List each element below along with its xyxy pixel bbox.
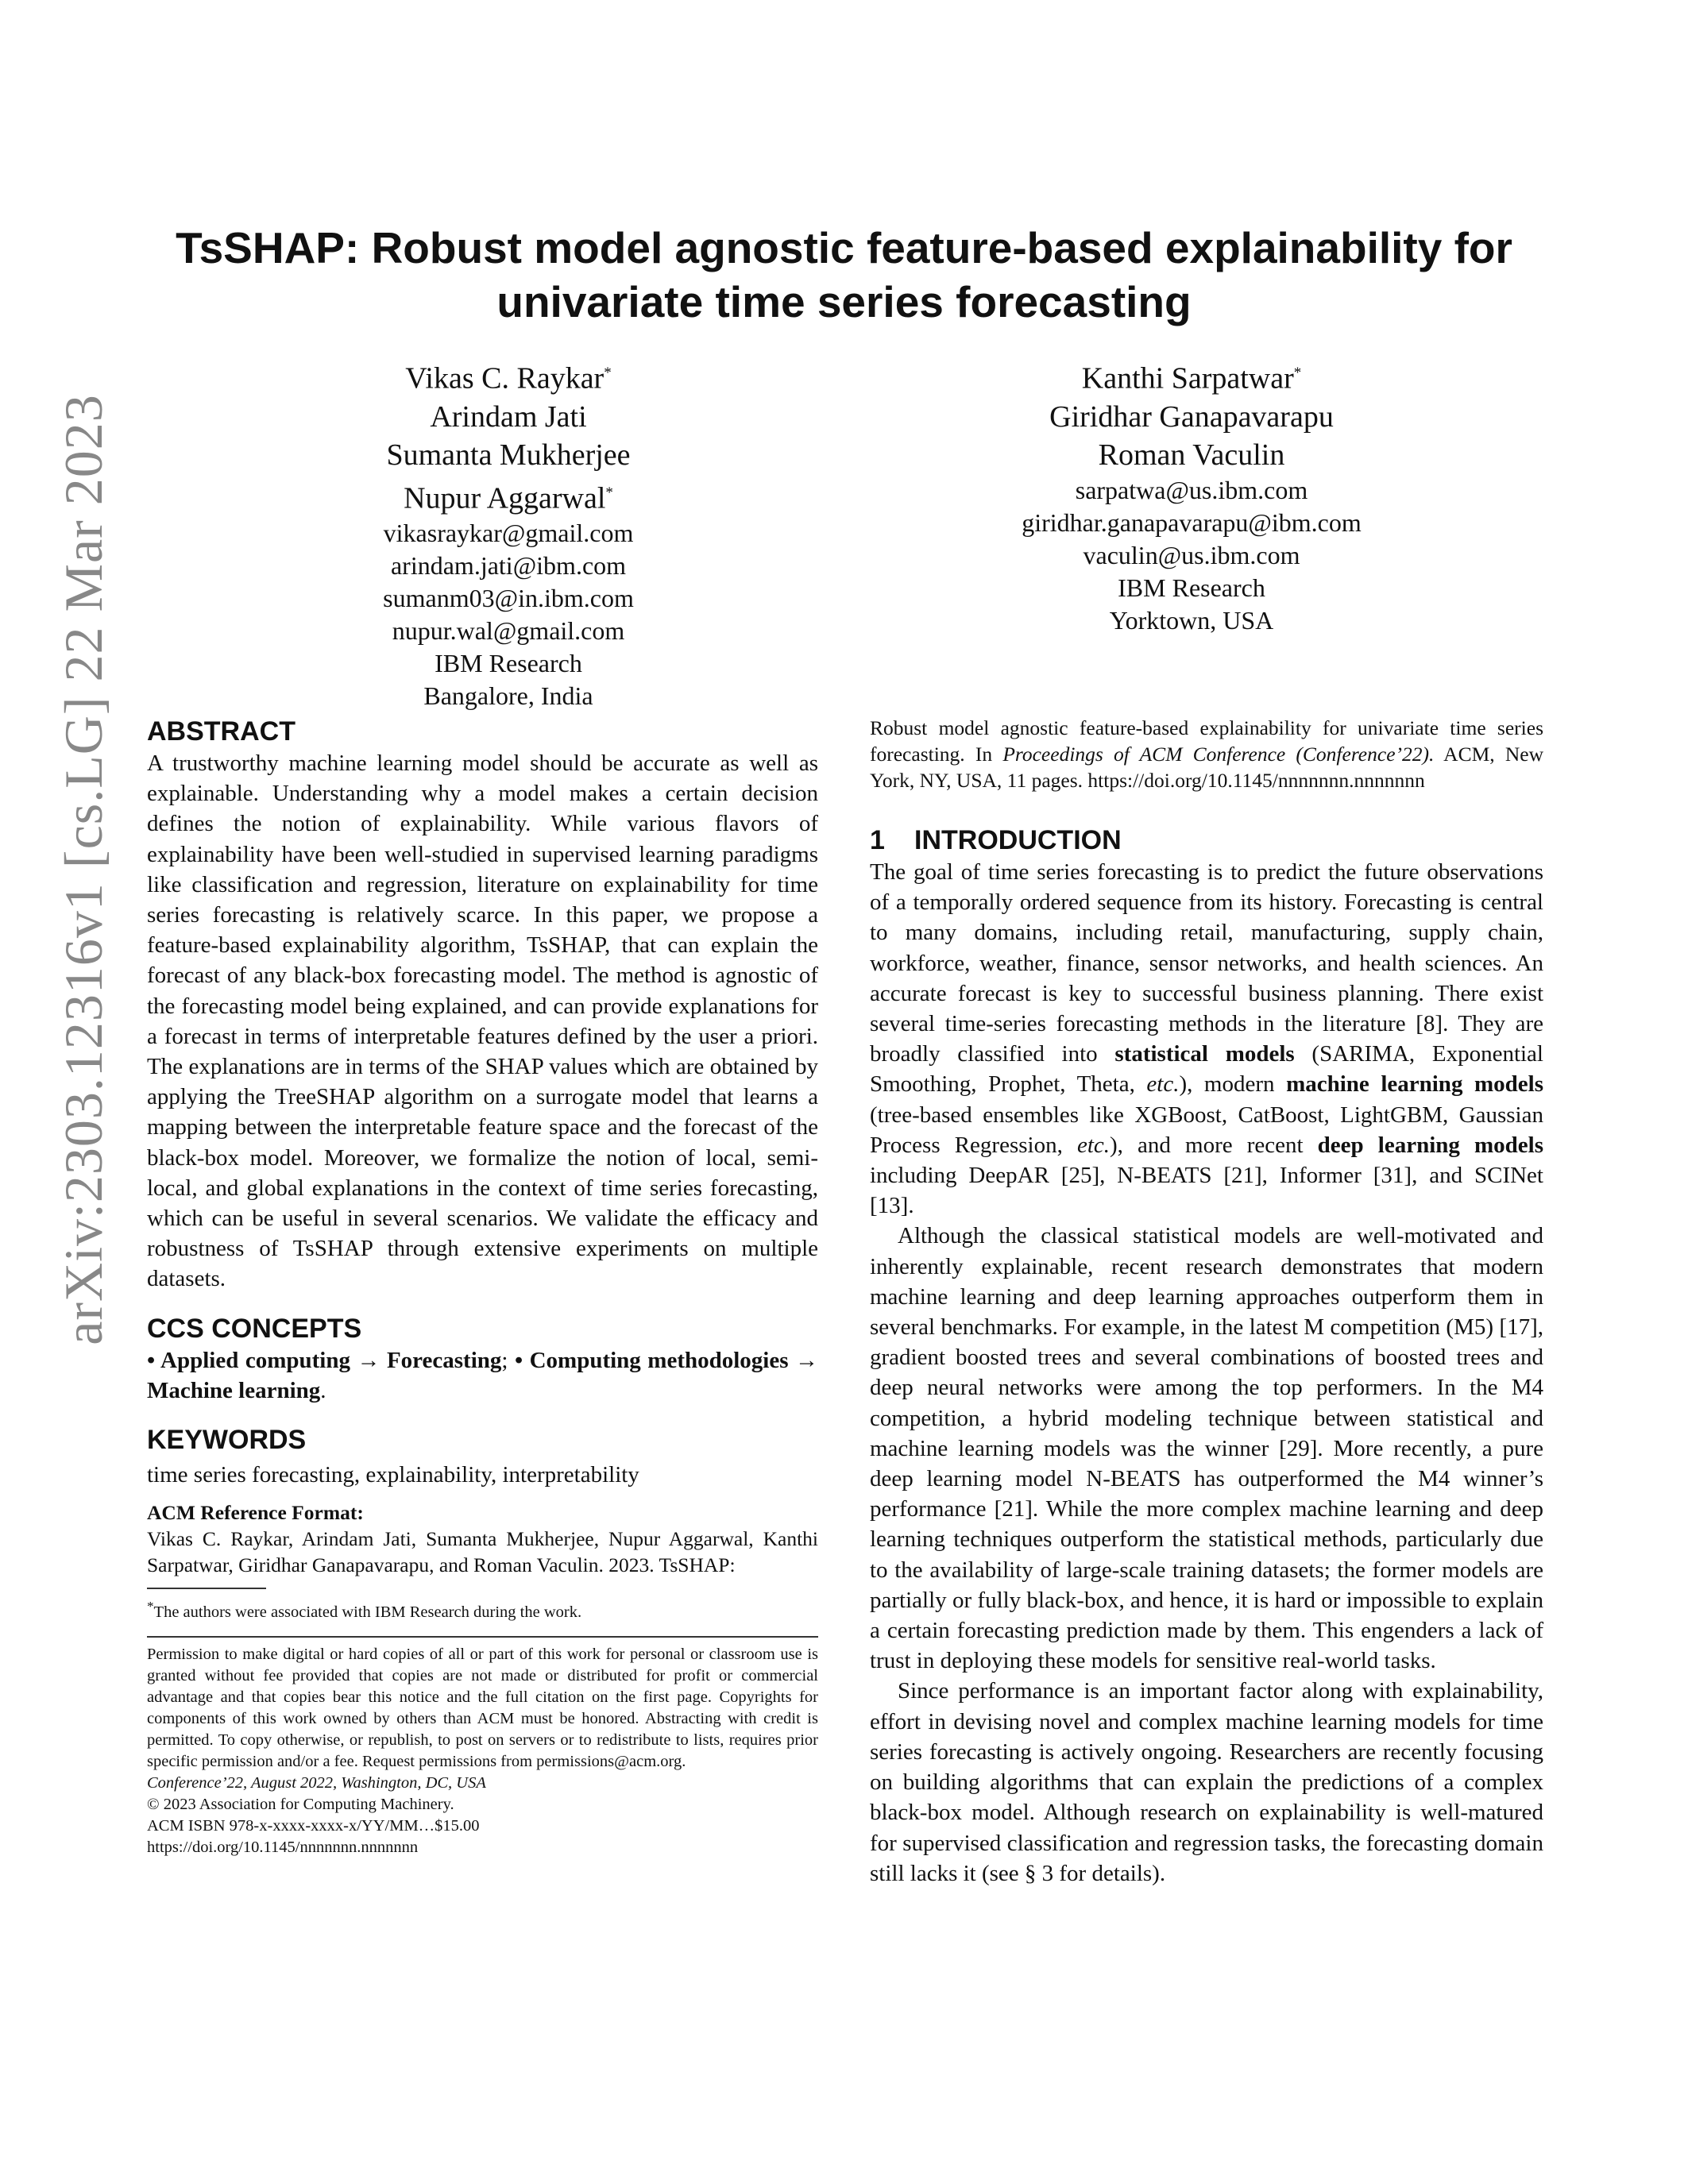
author-name: Roman Vaculin xyxy=(1098,438,1285,472)
author-block-right xyxy=(985,354,1398,637)
isbn-line: ACM ISBN 978-x-xxxx-xxxx-x/YY/MM…$15.00 xyxy=(147,1817,480,1835)
acm-ref-continued: Robust model agnostic feature-based explainability for univariate time series forecasting. In Proceedings of ACM Conference (Conference’22). ACM, New York, NY, USA, 11 pages. https://doi.org/10.1145/nnnnnnn.nnnnnnn xyxy=(870,716,1543,792)
footnote-rule xyxy=(147,1588,266,1589)
ccs-concepts: • Applied computing → Forecasting; • Computing methodologies → Machine learning. xyxy=(147,1347,819,1403)
author-block-left xyxy=(318,354,699,712)
author-name: Nupur Aggarwal* xyxy=(404,481,613,515)
permission-rule xyxy=(147,1636,818,1638)
author-name: Sumanta Mukherjee xyxy=(386,438,631,472)
title-line-1: TsSHAP: Robust model agnostic feature-based explainability for xyxy=(176,223,1512,272)
ccs-heading: CCS CONCEPTS xyxy=(147,1313,362,1344)
author-email: giridhar.ganapavarapu@ibm.com xyxy=(1022,507,1362,537)
arxiv-stamp-text: arXiv:2303.12316v1 [cs.LG] 22 Mar 2023 xyxy=(53,394,114,1345)
keywords-text: time series forecasting, explainability, interpretability xyxy=(147,1462,639,1488)
abstract-text: A trustworthy machine learning model should be accurate as well as explainable. Understanding why a model makes a certain decision defines the notion of explainability. While various flavors of explainability have been well-studied in supervised learning paradigms like classification and regression, literature on explainability for time series forecasting is relatively scarce. In this paper, we propose a feature-based explainability algorithm, TsSHAP, that can explain the forecast of any black-box forecasting model. The method is agnostic of the forecasting model being explained, and can provide explanations for a forecast in terms of interpretable features defined by the user a priori. The explanations are in terms of the SHAP values which are obtained by applying the TreeSHAP algorithm on a surrogate model that learns a mapping between the interpretable feature space and the forecast of the black-box model. Moreover, we formalize the notion of local, semi-local, and global explanations in the context of time series forecasting, which can be useful in several scenarios. We validate the efficacy and robustness of TsSHAP through extensive experiments on multiple datasets. xyxy=(147,751,818,1292)
abstract-heading: ABSTRACT xyxy=(147,716,295,747)
arxiv-sidebar-stamp xyxy=(48,314,119,1426)
author-location: Bangalore, India xyxy=(423,681,593,711)
author-name: Giridhar Ganapavarapu xyxy=(1049,399,1334,434)
title-line-2: univariate time series forecasting xyxy=(496,277,1192,326)
author-email: vaculin@us.ibm.com xyxy=(1083,540,1300,569)
keywords-heading: KEYWORDS xyxy=(147,1425,307,1456)
doi-line: https://doi.org/10.1145/nnnnnnn.nnnnnnn xyxy=(147,1839,419,1857)
paper-title xyxy=(111,221,1577,329)
author-name: Arindam Jati xyxy=(430,399,587,434)
intro-paragraph-3: Since performance is an important factor along with explainability, effort in devising novel and complex machine learning models for time series forecasting is actively ongoing. Researchers are recently focusing on building algorithms that can explain the predictions of a complex black-box model. Although research on explainability is well-matured for supervised classification and regression tasks, the forecasting domain still lacks it (see § 3 for details). xyxy=(870,1678,1543,1886)
right-column xyxy=(870,715,1543,1889)
author-affiliation: IBM Research xyxy=(435,649,582,678)
acm-ref-heading: ACM Reference Format: xyxy=(147,1501,364,1525)
author-name: Kanthi Sarpatwar* xyxy=(1081,361,1302,396)
author-email: arindam.jati@ibm.com xyxy=(390,551,627,581)
intro-paragraph-2: Although the classical statistical models are well-motivated and inherently explainable, recent research demonstrates that modern machine learning and deep learning approaches outperform them in several benchmarks. For example, in the latest M competition (M5) [17], gradient boosted trees and several combinations of boosted trees and deep neural networks were among the top performers. In the M4 competition, a hybrid modeling technique between statistical and machine learning models was the winner [29]. More recently, a pure deep learning model N-BEATS has outperformed the M4 winner’s performance [21]. While the more complex machine learning and deep learning techniques outperform the statistical methods, particularly due to the availability of large-scale training datasets; the former models are partially or fully black-box, and hence, it is hard or impossible to explain a certain forecasting prediction made by them. This engenders a lack of trust in deploying these models for sensitive real-world tasks. xyxy=(870,1223,1543,1674)
author-affiliation: IBM Research xyxy=(1118,573,1265,602)
permission-text: Permission to make digital or hard copies of all or part of this work for personal or classroom use is granted without fee provided that copies are not made or distributed for profit or commercial advantage and that copies bear this notice and the full citation on the first page. Copyrights for components of this work owned by others than ACM must be honored. Abstracting with credit is permitted. To copy otherwise, or republish, to post on servers or to redistribute to lists, requires prior specific permission and/or a fee. Request permissions from permissions@acm.org. xyxy=(147,1646,818,1771)
intro-paragraph-1: The goal of time series forecasting is to predict the future observations of a temporally ordered sequence from its history. Forecasting is central to many domains, including retail, manufacturing, supply chain, workforce, weather, finance, sensor networks, and health sciences. An accurate forecast is key to successful business planning. There exist several time-series forecasting methods in the literature [8]. They are broadly classified into statistical models (SARIMA, Exponential Smoothing, Prophet, Theta, etc.), modern machine learning models (tree-based ensembles like XGBoost, CatBoost, LightGBM, Gaussian Process Regression, etc.), and more recent deep learning models including DeepAR [25], N-BEATS [21], Informer [31], and SCINet [13]. xyxy=(870,859,1543,1219)
permission-block xyxy=(147,1644,818,1858)
author-email: sumanm03@in.ibm.com xyxy=(383,584,634,613)
acm-ref-text: Vikas C. Raykar, Arindam Jati, Sumanta Mukherjee, Nupur Aggarwal, Kanthi Sarpatwar, Giridhar Ganapavarapu, and Roman Vaculin. 2023. TsSHAP: xyxy=(147,1527,818,1577)
intro-heading: 1 INTRODUCTION xyxy=(870,825,1122,855)
author-email: vikasraykar@gmail.com xyxy=(383,519,634,548)
copyright-line: © 2023 Association for Computing Machinery. xyxy=(147,1796,454,1814)
left-column xyxy=(147,715,818,1858)
author-name: Vikas C. Raykar* xyxy=(405,361,612,396)
author-email: sarpatwa@us.ibm.com xyxy=(1075,475,1308,504)
author-email: nupur.wal@gmail.com xyxy=(392,616,625,646)
author-location: Yorktown, USA xyxy=(1109,605,1274,635)
conference-info: Conference’22, August 2022, Washington, DC, USA xyxy=(147,1774,486,1792)
footnote: *The authors were associated with IBM Research during the work. xyxy=(147,1599,582,1622)
